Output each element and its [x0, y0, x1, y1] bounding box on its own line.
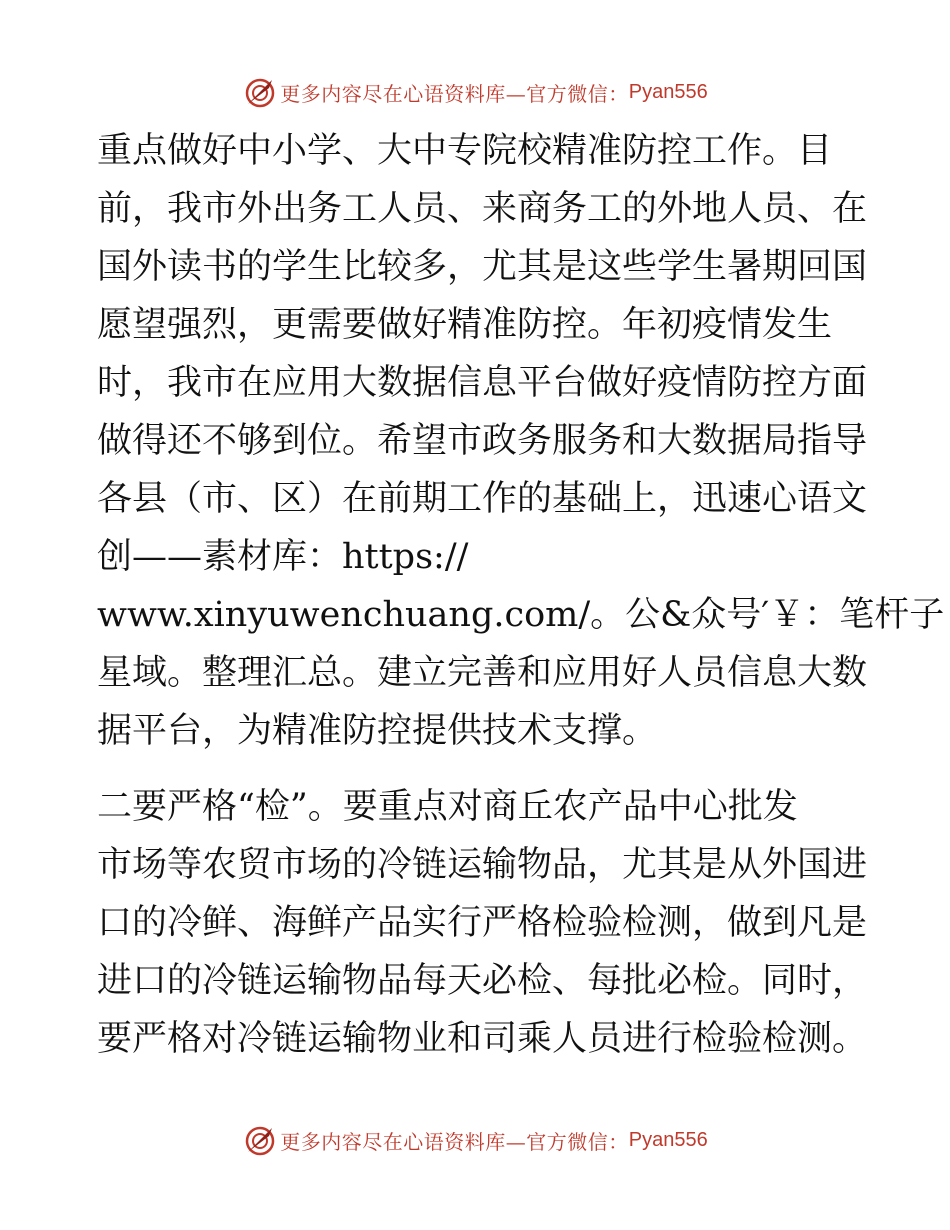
text-line: 愿望强烈，更需要做好精准防控。年初疫情发生 [97, 305, 833, 345]
text-line: 星域。整理汇总。建立完善和应用好人员信息大数 [97, 653, 868, 693]
text-line-url: www.xinyuwenchuang.com/。公&众号′￥：笔杆子 [97, 595, 945, 635]
text-line: 各县（市、区）在前期工作的基础上，迅速心语文 [97, 479, 868, 519]
text-line: 创——素材库：https:// [97, 537, 469, 577]
text-line: 前，我市外出务工人员、来商务工的外地人员、在 [97, 189, 868, 229]
text-line: 进口的冷链运输物品每天必检、每批必检。同时， [97, 961, 868, 1001]
header-banner [0, 72, 950, 112]
header-wechat-id: Pyan556 [628, 80, 708, 103]
footer-banner-text: 更多内容尽在心语资料库—官方微信： [280, 1129, 629, 1154]
text-line: 做得还不够到位。希望市政务服务和大数据局指导 [97, 421, 868, 461]
text-line: 二要严格“检”。要重点对商丘农产品中心批发 [97, 787, 798, 827]
text-line: 口的冷鲜、海鲜产品实行严格检验检测，做到凡是 [97, 903, 868, 943]
text-line: 重点做好中小学、大中专院校精准防控工作。目 [97, 131, 833, 171]
text-line: 要严格对冷链运输物业和司乘人员进行检验检测。 [97, 1019, 868, 1059]
text-line: 市场等农贸市场的冷链运输物品，尤其是从外国进 [97, 845, 868, 885]
quill-logo-icon [242, 74, 278, 110]
text-line: 据平台，为精准防控提供技术支撑。 [97, 711, 658, 751]
paragraph-1 [97, 122, 945, 760]
text-line: 时，我市在应用大数据信息平台做好疫情防控方面 [97, 363, 868, 403]
quill-logo-icon [242, 1122, 278, 1158]
footer-banner [0, 1120, 950, 1160]
paragraph-2 [97, 778, 868, 1068]
header-banner-text: 更多内容尽在心语资料库—官方微信： [280, 81, 629, 106]
footer-wechat-id: Pyan556 [628, 1128, 708, 1151]
document-body [97, 122, 945, 1068]
text-line: 国外读书的学生比较多，尤其是这些学生暑期回国 [97, 247, 868, 287]
